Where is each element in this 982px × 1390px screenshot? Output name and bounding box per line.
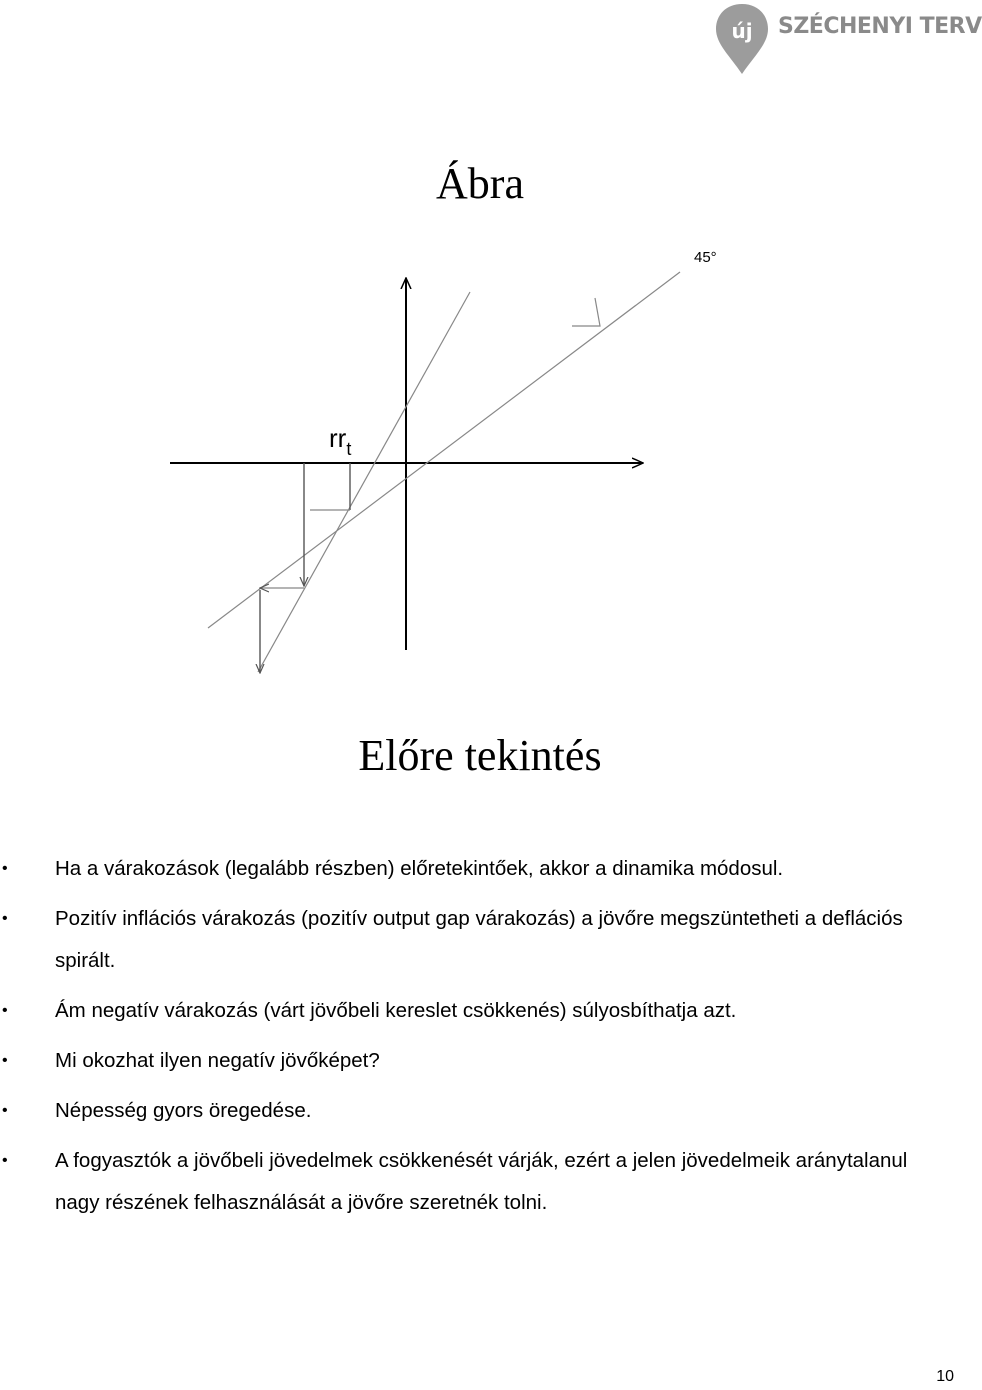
line-45-degree [208,272,680,628]
bullet-icon: • [2,910,8,927]
bullet-item [0,848,960,890]
bullet-icon: • [2,860,8,877]
bullet-text: Népesség gyors öregedése. [55,1099,312,1122]
angle-marker [572,298,600,326]
bullet-text: Ám negatív várakozás (várt jövőbeli kereslet csökkenés) súlyosbíthatja azt. [55,999,737,1022]
bullet-item [0,1090,960,1132]
bullet-icon: • [2,1002,8,1019]
szechenyi-terv-logo [708,0,982,78]
logo-pin-text: új [731,19,753,43]
axis-label-main: rr [329,423,347,453]
figure-title: Ábra [436,159,524,208]
bullet-item [0,1040,960,1082]
bullet-text: Mi okozhat ilyen negatív jövőképet? [55,1049,380,1072]
map-pin-icon [712,0,772,78]
section-title: Előre tekintés [358,731,602,780]
bullet-icon: • [2,1052,8,1069]
steep-line [258,292,470,672]
bullet-text: A fogyasztók a jövőbeli jövedelmek csökkenését várják, ezért a jelen jövedelmeik aránytalanul nagy részének felhasználását a jövőre szeretnék tolni. [55,1149,908,1214]
page-number: 10 [936,1368,954,1385]
bullet-text: Pozitív inflációs várakozás (pozitív output gap várakozás) a jövőre megszüntetheti a deflációs spirált. [55,907,903,972]
bullet-item [0,1140,960,1224]
bullet-item [0,898,960,982]
deflation-spiral-diagram [150,230,740,690]
bullet-icon: • [2,1102,8,1119]
bullet-icon: • [2,1152,8,1169]
logo-text: SZÉCHENYI TERV [778,14,982,39]
bullet-item [0,990,960,1032]
axis-label-subscript: t [346,439,352,459]
angle-label: 45° [694,249,717,266]
bullet-text: Ha a várakozások (legalább részben) előretekintőek, akkor a dinamika módosul. [55,857,784,880]
axis-label [329,423,351,459]
bullet-list [0,848,960,1232]
